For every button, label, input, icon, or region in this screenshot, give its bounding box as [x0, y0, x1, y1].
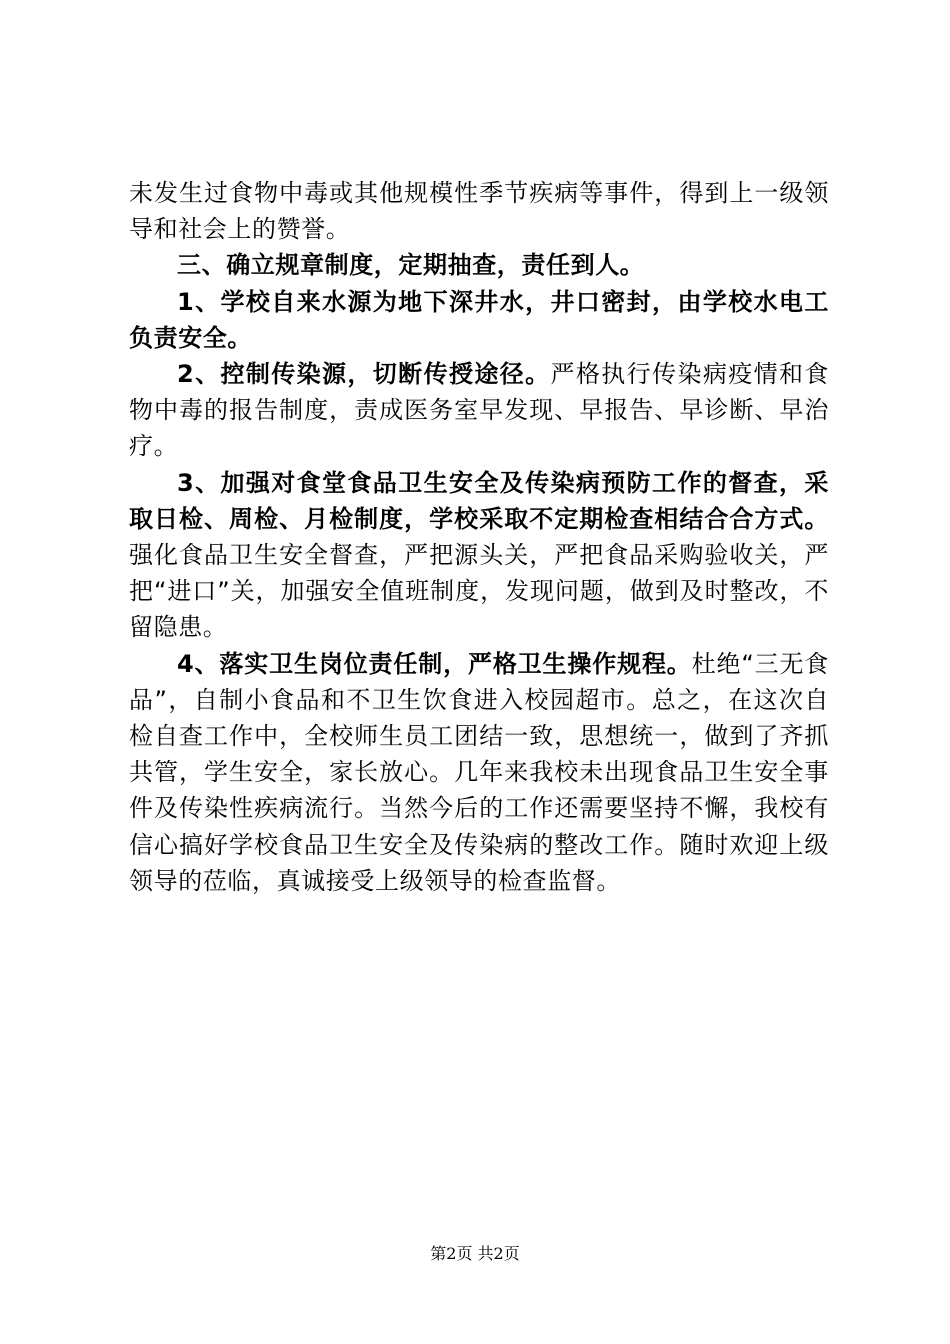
paragraph-item-4	[129, 646, 829, 899]
paragraph-text: 强化食品卫生安全督查，严把源头关，严把食品采购验收关，严把“进口”关，加强安全值班制度，发现问题，做到及时整改，不留隐患。	[129, 541, 829, 642]
paragraph-lead: 3、加强对食堂食品卫生安全及传染病预防工作的督查，采取日检、周检、月检制度，学校采取不定期检查相结合合方式。	[129, 468, 829, 533]
paragraph-lead: 三、确立规章制度，定期抽查，责任到人。	[177, 251, 645, 280]
section-heading	[129, 247, 829, 283]
paragraph-lead: 1、学校自来水源为地下深井水，井口密封，由学校水电工负责安全。	[129, 287, 829, 352]
document-body	[129, 175, 829, 899]
paragraph-item-2	[129, 356, 829, 465]
paragraph-text: 严格执行传染病疫情和食物中毒的报告制度，责成医务室早发现、早报告、早诊断、早治疗。	[129, 360, 829, 461]
page-footer: 第2页 共2页	[430, 1244, 520, 1263]
paragraph-text: 未发生过食物中毒或其他规模性季节疾病等事件，得到上一级领导和社会上的赞誉。	[129, 179, 829, 244]
paragraph-continuation	[129, 175, 829, 247]
paragraph-lead: 4、落实卫生岗位责任制，严格卫生操作规程。	[177, 649, 692, 678]
paragraph-lead: 2、控制传染源，切断传授途径。	[177, 360, 551, 389]
paragraph-text: 杜绝“三无食品”，自制小食品和不卫生饮食进入校园超市。总之，在这次自检自查工作中，全校师生员工团结一致，思想统一，做到了齐抓共管，学生安全，家长放心。几年来我校未出现食品卫生安全事件及传染性疾病流行。当然今后的工作还需要坚持不懈，我校有信心搞好学校食品卫生安全及传染病的整改工作。随时欢迎上级领导的莅临，真诚接受上级领导的检查监督。	[129, 649, 829, 895]
paragraph-item-1	[129, 284, 829, 356]
paragraph-item-3	[129, 465, 829, 646]
